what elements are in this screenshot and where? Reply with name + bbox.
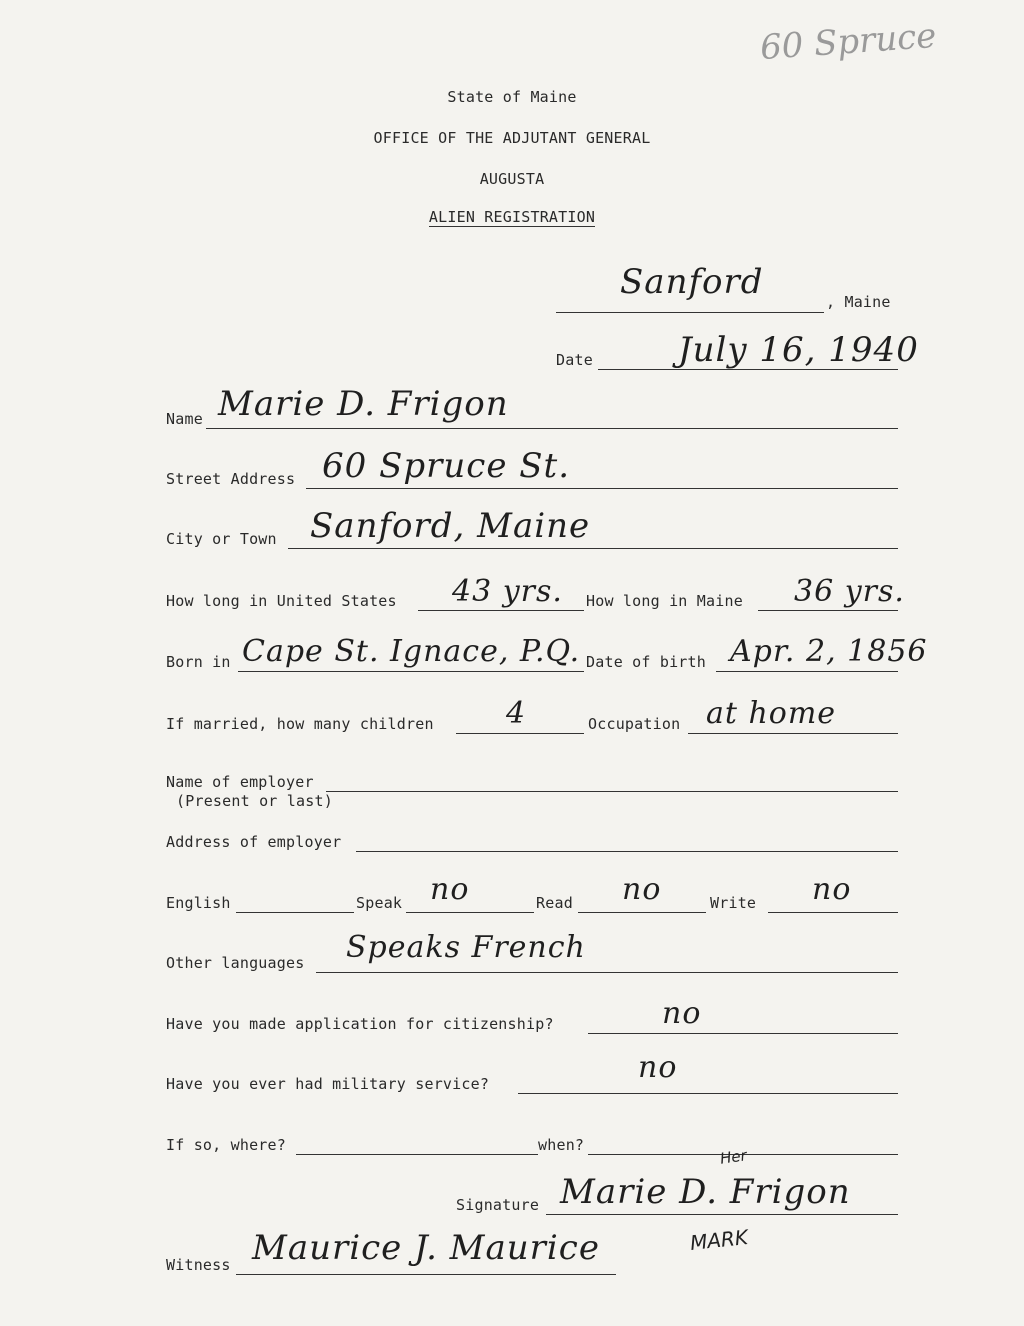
- place-value: Sanford: [620, 262, 764, 302]
- employer-name-line: [326, 791, 898, 792]
- city-label: City or Town: [166, 530, 277, 548]
- citizenship-line: [588, 1033, 898, 1034]
- speak-label: Speak: [356, 894, 403, 912]
- read-label: Read: [536, 894, 573, 912]
- form-title: ALIEN REGISTRATION: [428, 208, 596, 226]
- date-value: July 16, 1940: [678, 330, 919, 370]
- read-value: no: [622, 872, 662, 907]
- write-line: [768, 912, 898, 913]
- children-value: 4: [506, 696, 527, 731]
- speak-value: no: [430, 872, 470, 907]
- where-label: If so, where?: [166, 1136, 286, 1154]
- citizenship-label: Have you made application for citizenship?: [166, 1015, 554, 1033]
- when-label: when?: [538, 1136, 585, 1154]
- read-line: [578, 912, 706, 913]
- city-line: [288, 548, 898, 549]
- dob-label: Date of birth: [586, 653, 706, 671]
- place-line: [556, 312, 824, 313]
- signature-her-note: Her: [718, 1146, 748, 1168]
- witness-value: Maurice J. Maurice: [252, 1228, 600, 1268]
- witness-line: [236, 1274, 616, 1275]
- military-line: [518, 1093, 898, 1094]
- us-duration-label: How long in United States: [166, 592, 397, 610]
- street-value: 60 Spruce St.: [322, 446, 571, 486]
- citizenship-value: no: [662, 996, 702, 1031]
- other-languages-line: [316, 972, 898, 973]
- employer-name-sublabel: (Present or last): [176, 792, 333, 810]
- witness-label: Witness: [166, 1256, 231, 1274]
- write-value: no: [812, 872, 852, 907]
- maine-duration-value: 36 yrs.: [794, 574, 905, 609]
- street-label: Street Address: [166, 470, 296, 488]
- other-languages-value: Speaks French: [346, 930, 586, 965]
- children-line: [456, 733, 584, 734]
- employer-address-line: [356, 851, 898, 852]
- speak-line: [406, 912, 534, 913]
- occupation-label: Occupation: [588, 715, 681, 733]
- write-label: Write: [710, 894, 757, 912]
- born-value: Cape St. Ignace, P.Q.: [242, 634, 581, 669]
- maine-duration-label: How long in Maine: [586, 592, 743, 610]
- name-line: [206, 428, 898, 429]
- city-value: Sanford, Maine: [310, 506, 591, 546]
- signature-label: Signature: [456, 1196, 540, 1214]
- us-duration-line: [418, 610, 584, 611]
- signature-line: [546, 1214, 898, 1215]
- military-value: no: [638, 1050, 678, 1085]
- occupation-value: at home: [706, 696, 837, 731]
- name-value: Marie D. Frigon: [218, 384, 509, 424]
- employer-address-label: Address of employer: [166, 833, 342, 851]
- dob-line: [716, 671, 898, 672]
- employer-name-label: Name of employer: [166, 773, 314, 791]
- dob-value: Apr. 2, 1856: [730, 634, 928, 669]
- office-heading: OFFICE OF THE ADJUTANT GENERAL: [373, 129, 651, 147]
- occupation-line: [688, 733, 898, 734]
- other-languages-label: Other languages: [166, 954, 305, 972]
- us-duration-value: 43 yrs.: [452, 574, 563, 609]
- signature-value: Marie D. Frigon: [560, 1172, 851, 1212]
- born-line: [238, 671, 584, 672]
- corner-note: 60 Spruce: [758, 15, 938, 69]
- military-label: Have you ever had military service?: [166, 1075, 490, 1093]
- date-label: Date: [556, 351, 593, 369]
- where-line: [296, 1154, 538, 1155]
- name-label: Name: [166, 410, 203, 428]
- children-label: If married, how many children: [166, 715, 434, 733]
- state-heading: State of Maine: [447, 88, 577, 106]
- english-label: English: [166, 894, 231, 912]
- place-suffix: , Maine: [826, 293, 891, 311]
- born-label: Born in: [166, 653, 231, 671]
- signature-mark-note: MARK: [688, 1225, 750, 1255]
- english-line: [236, 912, 354, 913]
- street-line: [306, 488, 898, 489]
- maine-duration-line: [758, 610, 898, 611]
- city-heading: AUGUSTA: [479, 170, 545, 188]
